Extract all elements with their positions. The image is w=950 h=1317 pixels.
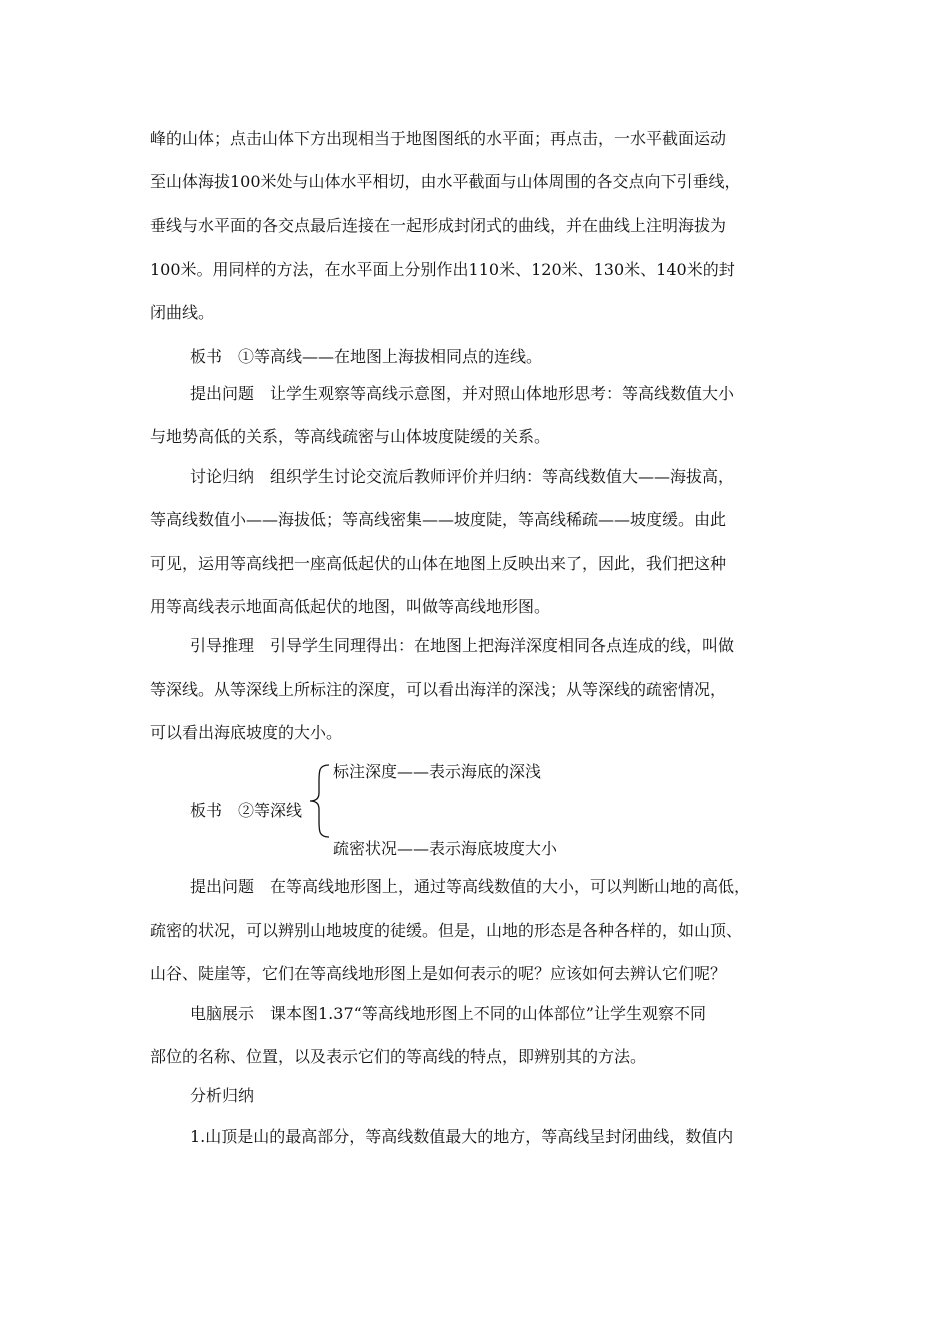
text-line: 垂线与水平面的各交点最后连接在一起形成封闭式的曲线，并在曲线上注明海拔为 [150,216,727,235]
text-line: 可以看出海底坡度的大小。 [150,723,343,742]
brace-icon [309,763,331,839]
text-line: 部位的名称、位置，以及表示它们的等高线的特点，即辨别其的方法。 [150,1047,647,1066]
text-line: 等高线数值小——海拔低；等高线密集——坡度陡，等高线稀疏——坡度缓。由此 [150,510,727,529]
section-heading: 分析归纳 [190,1086,255,1105]
text-line: 峰的山体；点击山体下方出现相当于地图图纸的水平面；再点击，一水平截面运动 [150,129,727,148]
board-item-density-label: 疏密状况——表示海底坡度大小 [333,839,558,858]
text-line: 讨论归纳 组织学生讨论交流后教师评价并归纳：等高线数值大——海拔高， [190,467,735,486]
text-line: 至山体海拔100米处与山体水平相切，由水平截面与山体周围的各交点向下引垂线， [150,172,741,191]
text-line: 提出问题 在等高线地形图上，通过等高线数值的大小，可以判断山地的高低， [190,877,751,896]
board-item-depth-label: 标注深度——表示海底的深浅 [333,762,542,781]
text-line: 电脑展示 课本图1.37“等高线地形图上不同的山体部位”让学生观察不同 [190,1004,706,1023]
text-line: 用等高线表示地面高低起伏的地图，叫做等高线地形图。 [150,597,551,616]
text-line: 与地势高低的关系，等高线疏密与山体坡度陡缓的关系。 [150,427,551,446]
text-line: 山谷、陡崖等，它们在等高线地形图上是如何表示的呢？应该如何去辨认它们呢？ [150,964,727,983]
board-heading: 板书 ①等高线——在地图上海拔相同点的连线。 [190,347,543,366]
text-line: 100米。用同样的方法，在水平面上分别作出110米、120米、130米、140米的封 [150,260,735,279]
text-line: 引导推理 引导学生同理得出：在地图上把海洋深度相同各点连成的线，叫做 [190,636,735,655]
board-heading: 板书 ②等深线 [190,801,303,820]
text-line: 等深线。从等深线上所标注的深度，可以看出海洋的深浅；从等深线的疏密情况， [150,680,727,699]
text-line: 疏密的状况，可以辨别山地坡度的徒缓。但是，山地的形态是各种各样的，如山顶、 [150,921,743,940]
text-line: 闭曲线。 [150,303,215,322]
text-line: 提出问题 让学生观察等高线示意图，并对照山体地形思考：等高线数值大小 [190,384,735,403]
text-line: 1.山顶是山的最高部分，等高线数值最大的地方，等高线呈封闭曲线，数值内 [190,1127,734,1146]
text-line: 可见，运用等高线把一座高低起伏的山体在地图上反映出来了，因此，我们把这种 [150,554,727,573]
